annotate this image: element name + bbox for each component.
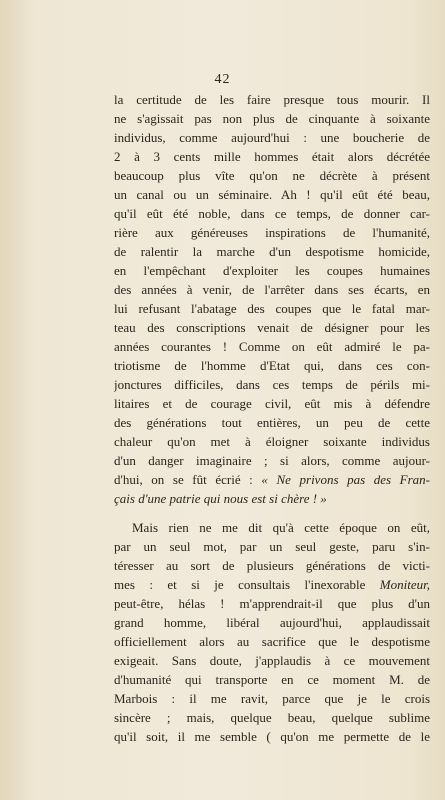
text-line: chaleur qu'on met à éloigner soixante individus bbox=[114, 434, 430, 449]
paragraph bbox=[114, 518, 430, 746]
text-line: Marbois : il me ravit, parce que je le crois bbox=[114, 691, 430, 706]
text-line: par un seul mot, par un seul geste, paru s'in- bbox=[114, 539, 430, 554]
text-line: la certitude de les faire presque tous mourir. Il bbox=[114, 92, 430, 107]
text-line: des générations tout entières, un peu de cette bbox=[114, 415, 430, 430]
paragraph-gap bbox=[114, 508, 430, 518]
quote-text: çais d'une patrie qui nous est si chère ! » bbox=[114, 491, 327, 506]
text-line: de ralentir la marche d'un despotisme homicide, bbox=[114, 244, 430, 259]
paragraph bbox=[114, 90, 430, 508]
text-line: téresser au sort de plusieurs générations de victi- bbox=[114, 558, 430, 573]
text-line: ne s'agissait pas non plus de cinquante à soixante bbox=[114, 111, 430, 126]
text-line: d'humanité qui transporte en ce moment M. de bbox=[114, 672, 430, 687]
text-line bbox=[114, 489, 430, 508]
text-line: lui refusant l'abatage des coupes que le fatal mar- bbox=[114, 301, 430, 316]
text-line bbox=[114, 470, 430, 489]
text-line: exigeait. Sans doute, j'applaudis à ce mouvement bbox=[114, 653, 430, 668]
text-line bbox=[114, 575, 430, 594]
text-line: qu'il eût été noble, dans ce temps, de donner car- bbox=[114, 206, 430, 221]
text-line: un canal ou un séminaire. Ah ! qu'il eût été beau, bbox=[114, 187, 430, 202]
text-line: triotisme de l'homme d'Etat qui, dans ces con- bbox=[114, 358, 430, 373]
text-line: teau des conscriptions venait de désigner pour les bbox=[114, 320, 430, 335]
moniteur-italic: Moniteur, bbox=[379, 577, 430, 592]
text-line: qu'il soit, il me semble ( qu'on me permette de le bbox=[114, 729, 430, 744]
quote-text: « Ne privons pas des Fran- bbox=[261, 472, 430, 487]
text-line: des années à venir, de l'arrêter dans ses écarts, en bbox=[114, 282, 430, 297]
text-line: jonctures difficiles, dans ces temps de périls mi- bbox=[114, 377, 430, 392]
text-run: d'hui, on se fût écrié : bbox=[114, 472, 253, 487]
text-run: mes : et si je consultais l'inexorable bbox=[114, 577, 366, 592]
text-line: beaucoup plus vîte qu'on ne décrète à présent bbox=[114, 168, 430, 183]
text-line: peut-être, hélas ! m'apprendrait-il que plus d'un bbox=[114, 596, 430, 611]
text-line: en l'empêchant d'exploiter les coupes humaines bbox=[114, 263, 430, 278]
page-number: 42 bbox=[214, 72, 231, 87]
text-line: litaires et de courage civil, eût mis à défendre bbox=[114, 396, 430, 411]
page-text bbox=[114, 90, 430, 746]
text-line: officiellement alors au sacrifice que le despotisme bbox=[114, 634, 430, 649]
text-line: rière aux généreuses inspirations de l'humanité, bbox=[114, 225, 430, 240]
text-line: grand homme, libéral aujourd'hui, applaudissait bbox=[114, 615, 430, 630]
text-line: 2 à 3 cents mille hommes était alors décrétée bbox=[114, 149, 430, 164]
text-line: individus, comme aujourd'hui : une boucherie de bbox=[114, 130, 430, 145]
text-line: d'un danger imaginaire ; si alors, comme aujour- bbox=[114, 453, 430, 468]
text-line: sincère ; mais, quelque beau, quelque sublime bbox=[114, 710, 430, 725]
text-line: années courantes ! Comme on eût admiré le pa- bbox=[114, 339, 430, 354]
text-line: Mais rien ne me dit qu'à cette époque on eût, bbox=[132, 520, 430, 535]
